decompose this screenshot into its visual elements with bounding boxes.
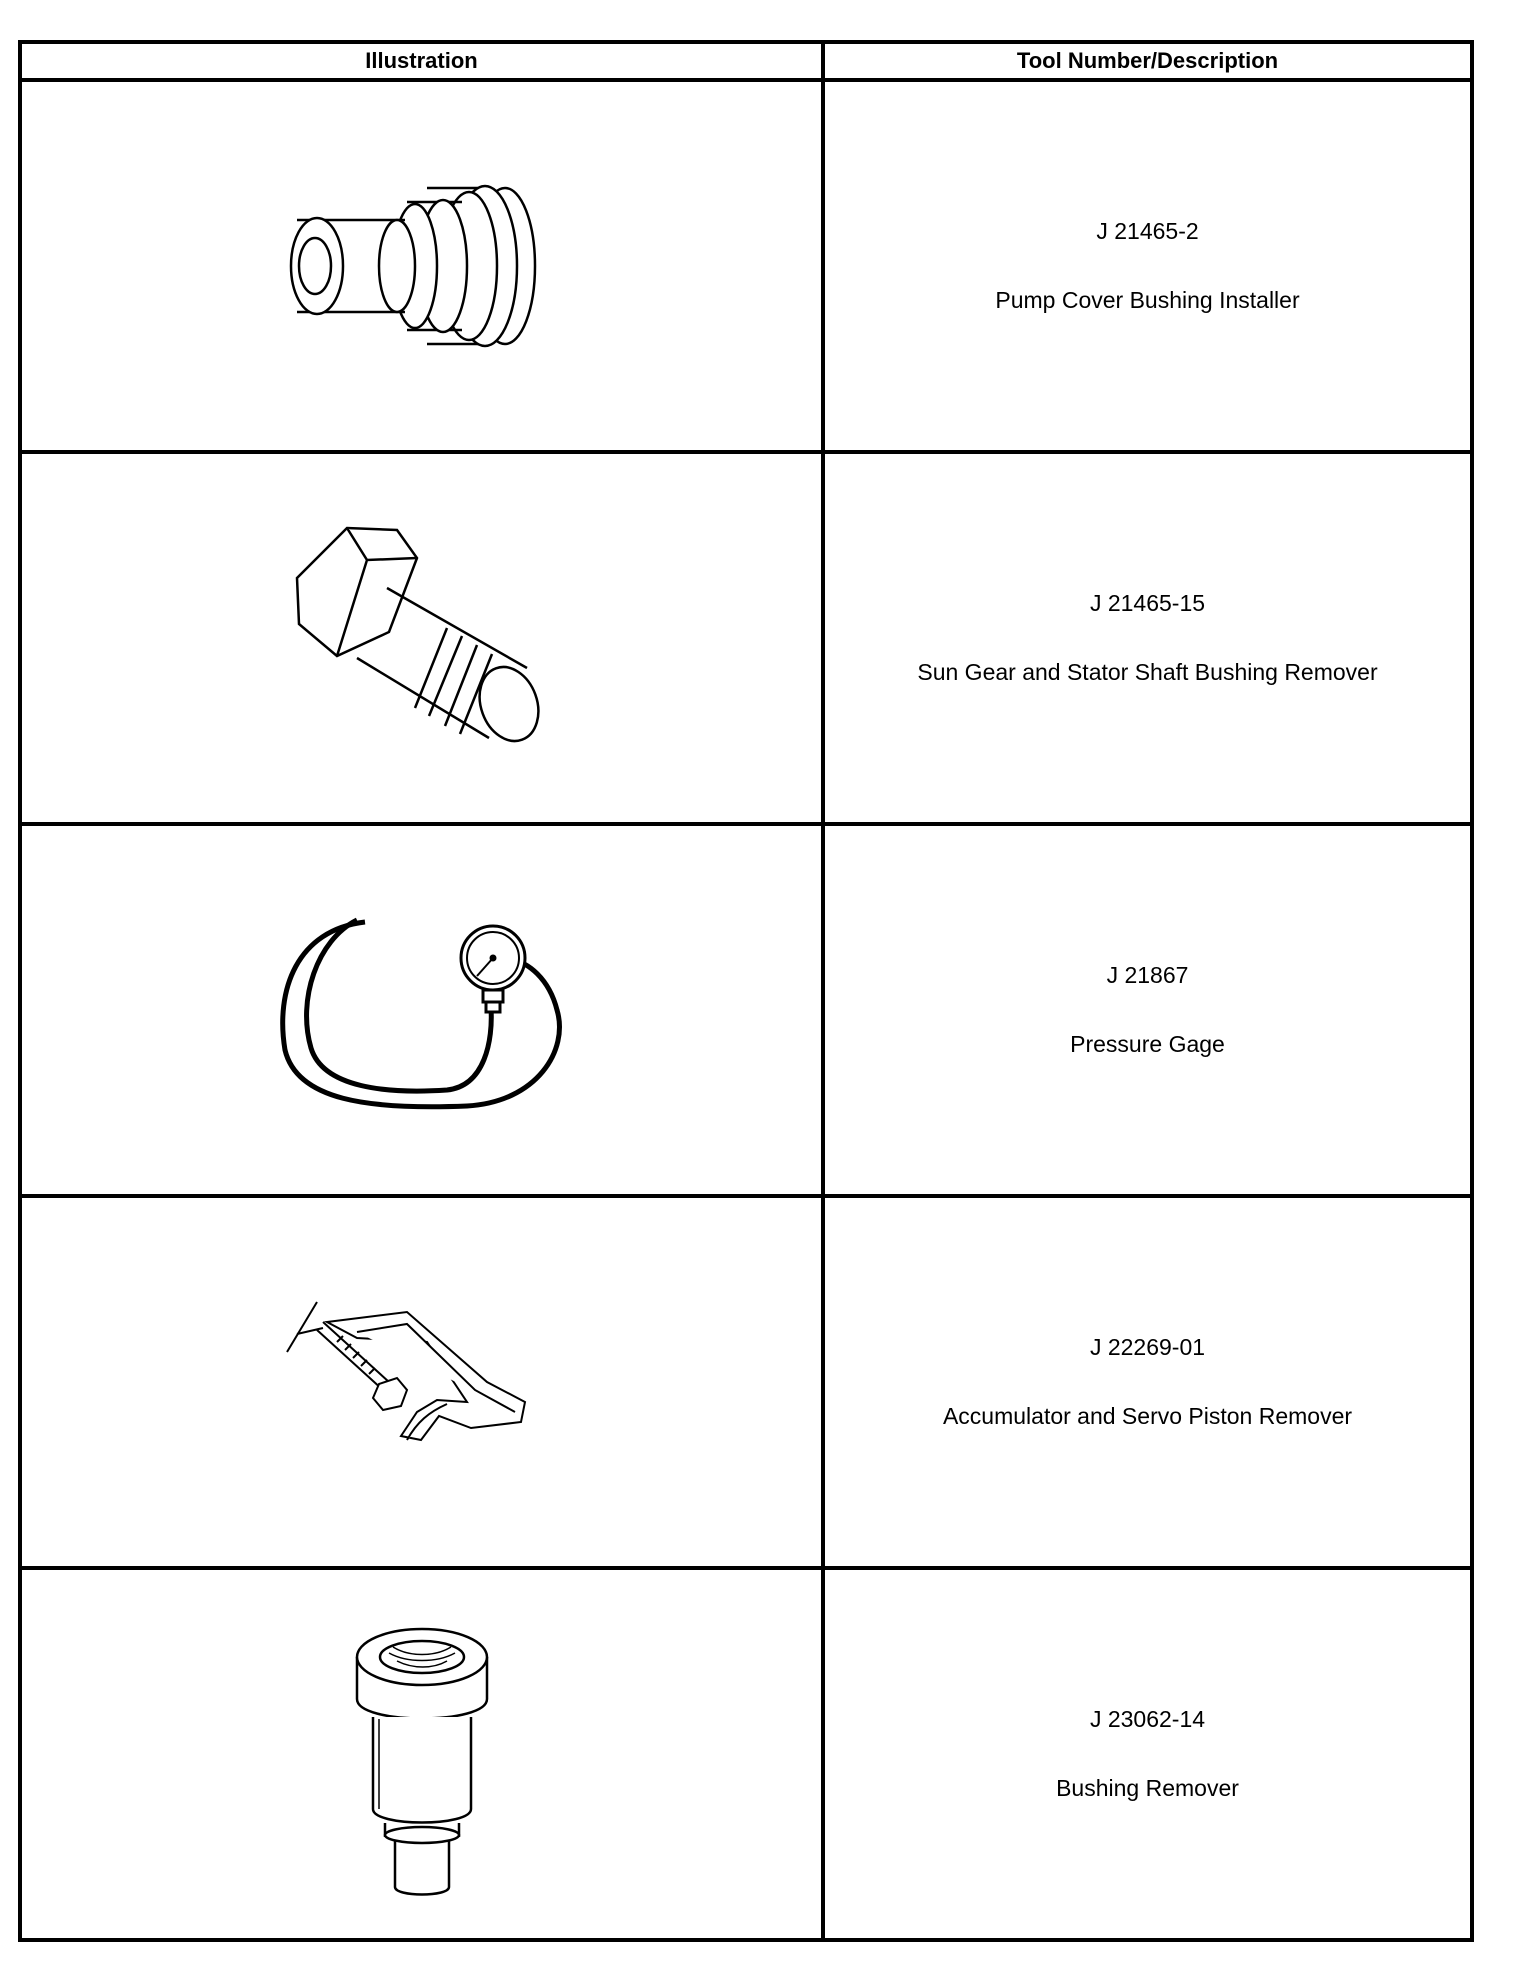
illustration-cell [20, 452, 823, 824]
table-row [20, 80, 1472, 452]
description-cell [823, 824, 1472, 1196]
table-row [20, 452, 1472, 824]
pressure-gage-icon [257, 890, 587, 1130]
table-header-row [20, 42, 1472, 80]
illustration-cell [20, 824, 823, 1196]
bushing-remover-bolt-icon [257, 508, 587, 768]
description-header: Tool Number/Description [823, 42, 1472, 80]
illustration-cell [20, 1568, 823, 1940]
tool-description: Pump Cover Bushing Installer [995, 287, 1300, 313]
tool-number: J 21465-2 [1096, 218, 1199, 244]
table-row [20, 1568, 1472, 1940]
table-row [20, 824, 1472, 1196]
description-cell [823, 1568, 1472, 1940]
tool-number: J 21465-15 [1089, 590, 1206, 616]
threaded-bushing-remover-icon [257, 1609, 587, 1899]
tool-number: J 22269-01 [1089, 1334, 1206, 1360]
illustration-cell [20, 1196, 823, 1568]
description-cell [823, 80, 1472, 452]
c-clamp-remover-icon [257, 1272, 587, 1492]
tool-description: Sun Gear and Stator Shaft Bushing Remover [917, 659, 1378, 685]
tool-number: J 23062-14 [1089, 1706, 1206, 1732]
tool-table [18, 40, 1474, 1942]
table-row [20, 1196, 1472, 1568]
illustration-cell [20, 80, 823, 452]
bushing-installer-icon [257, 156, 587, 376]
tool-description: Bushing Remover [1056, 1775, 1239, 1801]
tool-description: Accumulator and Servo Piston Remover [942, 1403, 1353, 1429]
tool-number: J 21867 [1106, 962, 1189, 988]
illustration-header: Illustration [20, 42, 823, 80]
description-cell [823, 452, 1472, 824]
tool-description: Pressure Gage [1070, 1031, 1225, 1057]
description-cell [823, 1196, 1472, 1568]
